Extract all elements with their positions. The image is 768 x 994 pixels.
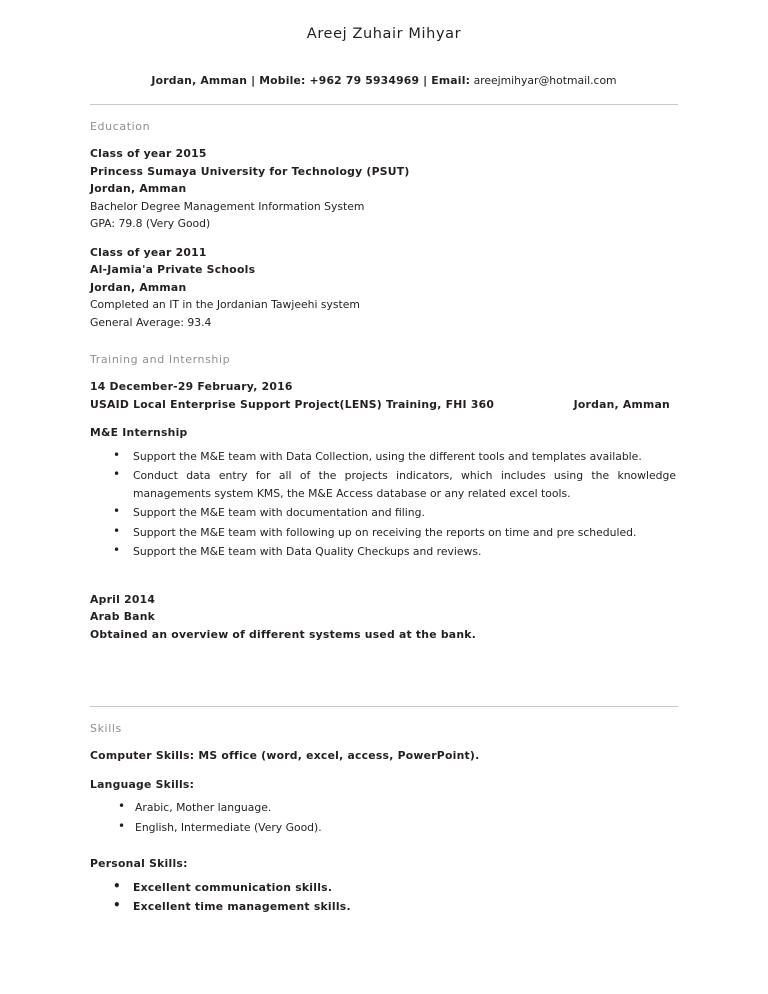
education-place-1: Jordan, Amman	[90, 182, 187, 195]
language-skills-list	[90, 799, 678, 836]
education-detail-1b: GPA: 79.8 (Very Good)	[90, 217, 211, 230]
section-heading-skills: Skills	[90, 722, 122, 735]
list-item: • Support the M&E team with following up on receiving the reports on time and pre scheduled.	[90, 524, 678, 542]
training-project: USAID Local Enterprise Support Project(LENS) Training, FHI 360	[90, 397, 495, 411]
training-project-location: Jordan, Amman	[573, 397, 670, 411]
training-duties-list	[90, 448, 678, 561]
spacer	[90, 413, 678, 424]
list-item: • Arabic, Mother language.	[90, 799, 678, 817]
computer-skills: Computer Skills: MS office (word, excel, access, PowerPoint).	[90, 749, 480, 762]
section-heading-training: Training and Internship	[90, 353, 231, 366]
list-item: • Support the M&E team with Data Quality Checkups and reviews.	[90, 543, 678, 561]
language-skills-label: Language Skills:	[90, 777, 195, 791]
education-institution-2: Al-Jamia'a Private Schools	[90, 263, 256, 276]
spacer	[90, 563, 678, 591]
section-heading-education: Education	[90, 120, 151, 133]
list-item: • Excellent communication skills.	[90, 879, 678, 897]
contact-details: Jordan, Amman | Mobile: +962 79 5934969 | Email:	[151, 74, 471, 87]
divider-top	[90, 104, 678, 105]
list-item: • English, Intermediate (Very Good).	[90, 819, 678, 837]
list-item: • Support the M&E team with Data Collection, using the different tools and templates available.	[90, 448, 678, 466]
education-detail-2a: Completed an IT in the Jordanian Tawjeehi system	[90, 298, 360, 311]
education-detail-2b: General Average: 93.4	[90, 315, 212, 329]
education-class-1: Class of year 2015	[90, 147, 207, 160]
spacer	[90, 765, 678, 776]
training-role: M&E Internship	[90, 426, 188, 439]
education-place-2: Jordan, Amman	[90, 280, 187, 294]
list-item: • Excellent time management skills.	[90, 898, 678, 916]
divider-skills	[90, 706, 678, 707]
contact-email: areejmihyar@hotmail.com	[473, 74, 617, 87]
spacer	[90, 838, 678, 855]
education-detail-1a: Bachelor Degree Management Information System	[90, 199, 365, 213]
education-institution-1: Princess Sumaya University for Technology (PSUT)	[90, 164, 410, 178]
training2-date: April 2014	[90, 592, 156, 606]
spacer	[90, 643, 678, 689]
contact-line	[90, 74, 678, 87]
list-item: • Support the M&E team with documentation and filing.	[90, 504, 678, 522]
spacer	[90, 233, 678, 244]
training2-description: Obtained an overview of different systems used at the bank.	[90, 627, 477, 641]
personal-skills-list	[90, 879, 678, 916]
education-class-2: Class of year 2011	[90, 245, 207, 259]
list-item: • Conduct data entry for all of the projects indicators, which includes using the knowledge managements system KMS, the M&E Access database or any related excel tools.	[90, 467, 678, 502]
page-title: Areej Zuhair Mihyar	[306, 26, 462, 42]
personal-skills-label: Personal Skills:	[90, 857, 188, 870]
training-project-row	[90, 396, 678, 414]
training2-employer: Arab Bank	[90, 610, 156, 623]
training-dates: 14 December-29 February, 2016	[90, 380, 293, 393]
